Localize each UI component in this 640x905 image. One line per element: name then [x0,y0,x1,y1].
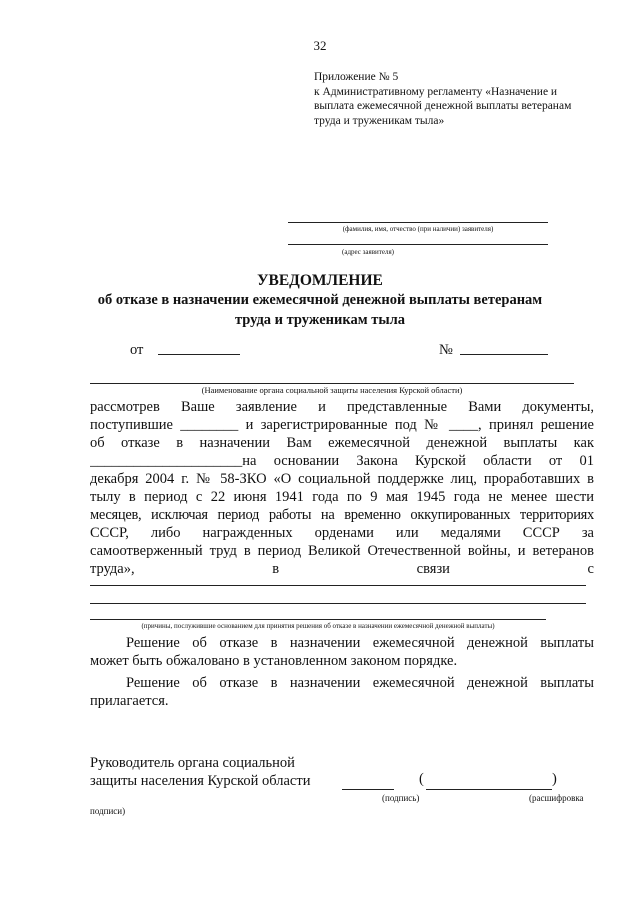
body-line: рассмотрев Ваше заявление и представленные Вами документы, [90,399,594,415]
organ-name-line [90,383,574,384]
number-label: № [439,342,453,358]
appendix-line: выплата ежемесячной денежной выплаты ветеранам [314,100,572,112]
appendix-line: к Административному регламенту «Назначение и [314,85,558,98]
body-line: месяцев, исключая период работы на временно оккупированных территориях [90,507,594,523]
body-line: труда», в связи с [90,561,594,577]
date-from-label: от [130,342,144,358]
addressee-name-line [288,222,548,223]
decode-caption-continued: подписи) [90,806,126,816]
decode-caption: (расшифровка [529,793,584,803]
reason-line [90,585,586,586]
appendix-line: труда и труженикам тыла» [314,114,445,127]
appeal-line: может быть обжаловано в установленном законом порядке. [90,653,458,669]
appendix-line: Приложение № 5 [314,71,399,83]
addressee-name-caption: (фамилия, имя, отчество (при наличии) заявителя) [342,225,494,233]
signature-line [342,789,394,790]
body-line: самоотверженный труд в период Великой Отечественной войны, и ветеранов [90,543,594,559]
reason-line [90,603,586,604]
signature-caption: (подпись) [382,793,420,803]
body-line: СССР, либо награжденных орденами или медалями СССР за [90,525,594,541]
attachment-line: прилагается. [90,693,169,709]
decode-paren-open: ( [419,771,424,787]
appendix-block [314,70,614,128]
body-line: тылу в период с 22 июня 1941 года по 9 мая 1945 года не менее шести [90,489,594,505]
attachment-line: Решение об отказе в назначении ежемесячной денежной выплаты [126,675,594,691]
notice-title: УВЕДОМЛЕНИЕ [257,272,383,289]
addressee-address-caption: (адрес заявителя) [342,248,394,256]
addressee-address-line [288,244,548,245]
body-line: _____________________на основании Закона Курской области от 01 [90,453,594,469]
body-line: поступившие ________ и зарегистрированные под № ____, принял решение [90,417,594,433]
decode-line [426,789,552,790]
appeal-line: Решение об отказе в назначении ежемесячной денежной выплаты [126,635,594,651]
decode-paren-close: ) [552,771,557,787]
signatory-title-line: защиты населения Курской области [90,773,311,789]
page-number: 32 [313,38,327,53]
reason-line [90,619,546,620]
body-line: декабря 2004 г. № 58-ЗКО «О социальной поддержке лиц, проработавших в [90,471,594,487]
signatory-title-line: Руководитель органа социальной [90,755,295,771]
reasons-caption: (причины, послужившие основанием для принятия решения об отказе в назначении ежемесячной денежной выплаты) [141,622,495,630]
number-line [460,354,548,355]
notice-subtitle-line: об отказе в назначении ежемесячной денежной выплаты ветеранам [97,292,543,308]
body-line: об отказе в назначении Вам ежемесячной денежной выплаты как [90,435,594,451]
organ-name-caption: (Наименование органа социальной защиты населения Курской области) [201,385,463,395]
notice-subtitle-line: труда и труженикам тыла [234,312,406,328]
date-line [158,354,240,355]
